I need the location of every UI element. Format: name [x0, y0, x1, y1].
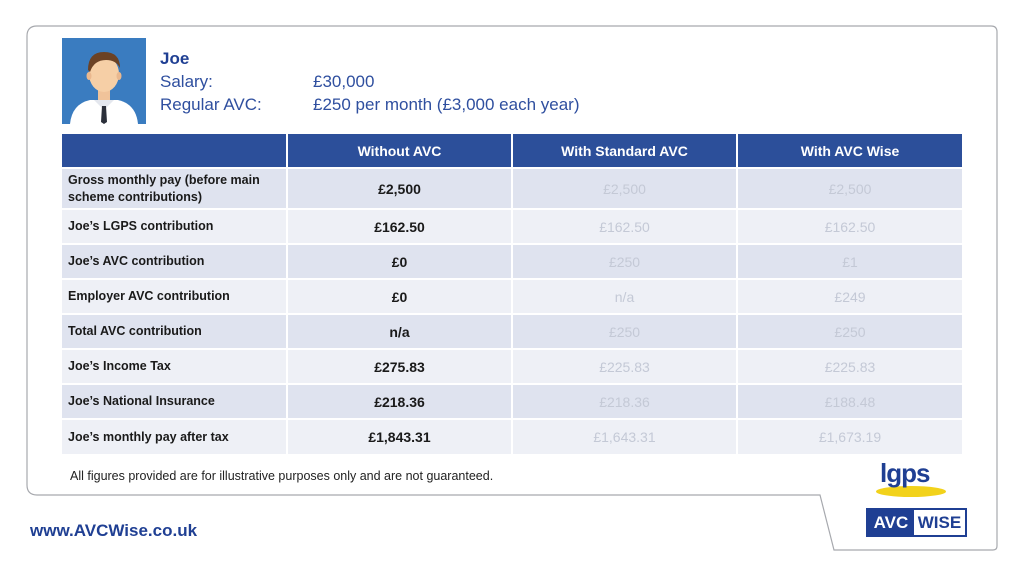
header-avc-wise: With AVC Wise [737, 134, 962, 168]
cell-standard-avc: £218.36 [512, 384, 737, 419]
row-label: Joe’s AVC contribution [62, 244, 287, 279]
table-row [62, 244, 962, 279]
cell-avc-wise: £249 [737, 279, 962, 314]
cell-without-avc: £1,843.31 [287, 419, 512, 454]
row-label: Joe’s monthly pay after tax [62, 419, 287, 454]
cell-standard-avc: £2,500 [512, 168, 737, 209]
wise-logo-text: WISE [917, 512, 962, 532]
row-label: Total AVC contribution [62, 314, 287, 349]
disclaimer: All figures provided are for illustrative purposes only and are not guaranteed. [70, 469, 494, 483]
comparison-table [62, 134, 962, 454]
cell-avc-wise: £250 [737, 314, 962, 349]
header-without-avc: Without AVC [287, 134, 512, 168]
row-label: Gross monthly pay (before main scheme contributions) [62, 168, 287, 209]
cell-avc-wise: £1 [737, 244, 962, 279]
lgps-logo-text: lgps [880, 458, 930, 488]
cell-standard-avc: £225.83 [512, 349, 737, 384]
cell-standard-avc: £162.50 [512, 209, 737, 244]
table-row [62, 349, 962, 384]
cell-standard-avc: £1,643.31 [512, 419, 737, 454]
table-row [62, 314, 962, 349]
header-standard-avc: With Standard AVC [512, 134, 737, 168]
table-row [62, 279, 962, 314]
row-label: Joe’s LGPS contribution [62, 209, 287, 244]
row-label: Employer AVC contribution [62, 279, 287, 314]
avc-value: £250 per month (£3,000 each year) [313, 95, 580, 114]
cell-standard-avc: £250 [512, 244, 737, 279]
table-row [62, 209, 962, 244]
avc-label: Regular AVC: [160, 95, 262, 114]
cell-avc-wise: £2,500 [737, 168, 962, 209]
cell-without-avc: £0 [287, 279, 512, 314]
avc-wise-logo [866, 508, 967, 537]
cell-without-avc: £0 [287, 244, 512, 279]
table-row [62, 419, 962, 454]
header-label-column [62, 134, 287, 168]
table-header-row [62, 134, 962, 168]
profile-name: Joe [160, 49, 190, 68]
cell-standard-avc: £250 [512, 314, 737, 349]
cell-without-avc: £275.83 [287, 349, 512, 384]
lgps-logo [874, 458, 946, 500]
cell-avc-wise: £1,673.19 [737, 419, 962, 454]
table-row [62, 384, 962, 419]
avc-logo-text: AVC [868, 510, 914, 535]
table-row [62, 168, 962, 209]
salary-value: £30,000 [313, 72, 375, 91]
cell-without-avc: £162.50 [287, 209, 512, 244]
avatar [62, 38, 146, 124]
cell-standard-avc: n/a [512, 279, 737, 314]
cell-avc-wise: £162.50 [737, 209, 962, 244]
row-label: Joe’s National Insurance [62, 384, 287, 419]
cell-without-avc: n/a [287, 314, 512, 349]
row-label: Joe’s Income Tax [62, 349, 287, 384]
cell-avc-wise: £188.48 [737, 384, 962, 419]
salary-label: Salary: [160, 72, 213, 91]
website-link[interactable]: www.AVCWise.co.uk [30, 521, 198, 540]
cell-avc-wise: £225.83 [737, 349, 962, 384]
cell-without-avc: £218.36 [287, 384, 512, 419]
cell-without-avc: £2,500 [287, 168, 512, 209]
